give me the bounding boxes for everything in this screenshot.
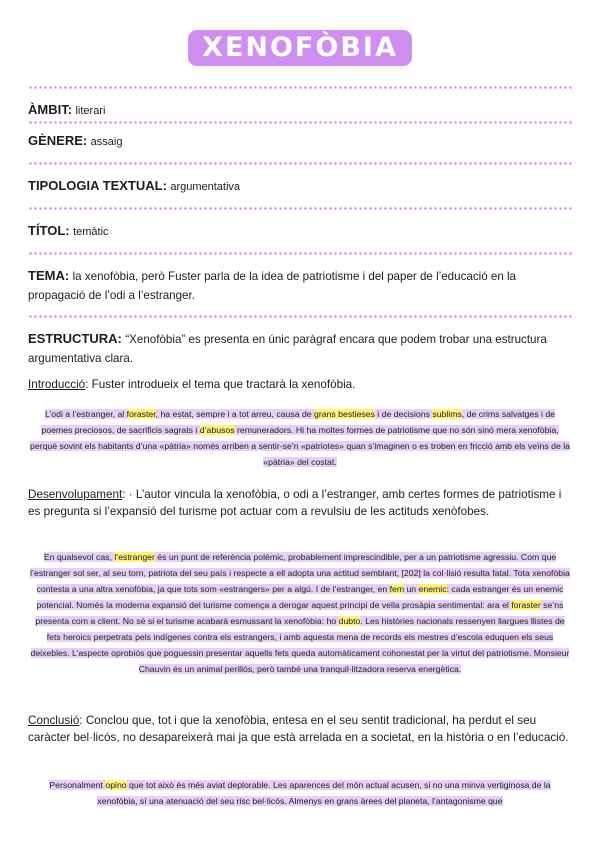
quote-text: que tot això és més aviat deplorable. Les aparences del món actual acusen, si no una minva vertiginosa de la xenofòbia, sí una atenuació del seu risc bel·licós. Almenys en grans àrees del planeta, l’antagonisme que (97, 780, 551, 806)
field-value: temàtic (73, 226, 109, 238)
field-titol (28, 221, 576, 242)
dotted-divider (28, 162, 572, 165)
quote-text: En qualsevol cas, (43, 552, 115, 562)
quote-text: un (404, 584, 419, 594)
highlighted-word: d’abusos (199, 425, 235, 435)
field-label: ÀMBIT: (28, 102, 73, 117)
quote-text: , de crims salvatges i de poemes preciosos, de sacrificis sagrats i (41, 409, 555, 435)
section-heading: Desenvolupament (28, 488, 123, 501)
field-value: argumentativa (170, 181, 241, 193)
dotted-divider (28, 121, 572, 124)
field-value: la xenofòbia, però Fuster parla de la idea de patriotisme i del paper de l’educació en la propagació de l’odi a l’estranger. (28, 270, 517, 302)
page-title: XENOFÒBIA (188, 30, 412, 66)
section-text: : Fuster introdueix el tema que tractarà la xenofòbia. (85, 378, 356, 391)
dotted-divider (28, 86, 572, 89)
highlighted-word: dubto (338, 616, 361, 626)
highlighted-word: foraster (511, 600, 541, 610)
quote-text: , ha estat, sempre i a tot arreu, causa de (155, 409, 315, 419)
section-text: : · L’autor vincula la xenofòbia, o odi a l’estranger, amb certes formes de patriotisme i es pregunta si l’expansió del turisme pot actuar com a revulsiu de les actituds xenòfobes. (28, 488, 562, 518)
dotted-divider (28, 252, 572, 255)
highlighted-word: opino (105, 780, 127, 790)
quote-paragraph-2 (30, 549, 570, 677)
field-label: ESTRUCTURA: (28, 331, 122, 346)
field-genere (28, 131, 576, 152)
quote-text: : cada estranger és un enemic potencial. Només la moderna expansió del turisme comença a derogar aquest principi de vella prosàpia sentimental: ara el (36, 584, 564, 610)
field-tipologia (28, 176, 576, 197)
field-label: TIPOLOGIA TEXTUAL: (28, 178, 167, 193)
dotted-divider (28, 315, 572, 318)
section-heading: Introducció (28, 378, 86, 391)
dotted-divider (28, 207, 572, 210)
highlighted-word: l’estranger (114, 552, 155, 562)
field-tema (28, 266, 576, 305)
field-value: assaig (90, 136, 123, 148)
title-banner (0, 30, 600, 66)
quote-text: és un punt de referència polèmic, probablement imprescindible, per a un patriotisme agressiu. Com que l’estranger sol ser, al seu torn, patriota del seu país i respecte a ell adopta una actitud semblant, [202] la col·lisió resulta fatal. Tota xenofòbia contesta a una altra xenofòbia, ja que tots som «estrangers» per a algú. I de l’estranger, en (30, 552, 570, 594)
quote-paragraph-1 (30, 406, 570, 470)
section-text: : Conclou que, tot i que la xenofòbia, entesa en el seu sentit tradicional, ha perdut el seu caràcter bel·licós, no desapareixerà mai ja que està arrelada en a societat, en la història o en l’educació. (28, 714, 569, 744)
section-heading: Conclusió (28, 714, 80, 727)
quote-text: i de decisions (374, 409, 433, 419)
quote-text: . Les històries nacionals ressenyen llargues llistes de fets heroics perpetrats pels indígenes contra els estrangers, i amb aquesta mena de records els mestres d’escola eduquen els seus deixebles. L’aspecte oprobiós que poguessin presentar aquells fets queda automàticament cohonestat per la virtut del patriotisme. Monsieur Chauvin és un animal perillós, però també una tranquil·litzadora reserva energètica. (30, 616, 570, 674)
section-introduccio (28, 376, 576, 393)
quote-text: se’ns presenta com a client. No sé si el turisme acabarà esmussant la xenofòbia: ho (35, 600, 564, 626)
field-label: GÈNERE: (28, 133, 88, 148)
quote-text: Personalment (49, 780, 106, 790)
highlighted-word: fem (389, 584, 405, 594)
field-value: “Xenofòbia” es presenta en únic paràgraf encara que podem trobar una estructura argumentativa clara. (28, 333, 547, 365)
field-label: TEMA: (28, 268, 70, 283)
highlighted-word: enemic (418, 584, 447, 594)
section-desenvolupament (28, 486, 576, 520)
quote-text: L’odi a l’estranger, al (45, 409, 127, 419)
field-estructura (28, 329, 576, 368)
field-value: literari (75, 105, 106, 117)
quote-text: remuneradors. Hi ha moltes formes de patriotisme que no són sinó mera xenofòbia, perquè sovint els habitants d’una «pàtria» només arriben a sentir-se’n «patriotes» quan s’imaginen o es troben en fricció amb els veïns de la «pàtria» del costat. (30, 425, 570, 467)
quote-paragraph-3 (30, 777, 570, 809)
highlighted-word: grans bestieses (314, 409, 375, 419)
field-ambit (28, 100, 576, 121)
section-conclusio (28, 712, 576, 746)
highlighted-word: foraster (126, 409, 156, 419)
highlighted-word: sublims (432, 409, 462, 419)
field-label: TÍTOL: (28, 223, 70, 238)
